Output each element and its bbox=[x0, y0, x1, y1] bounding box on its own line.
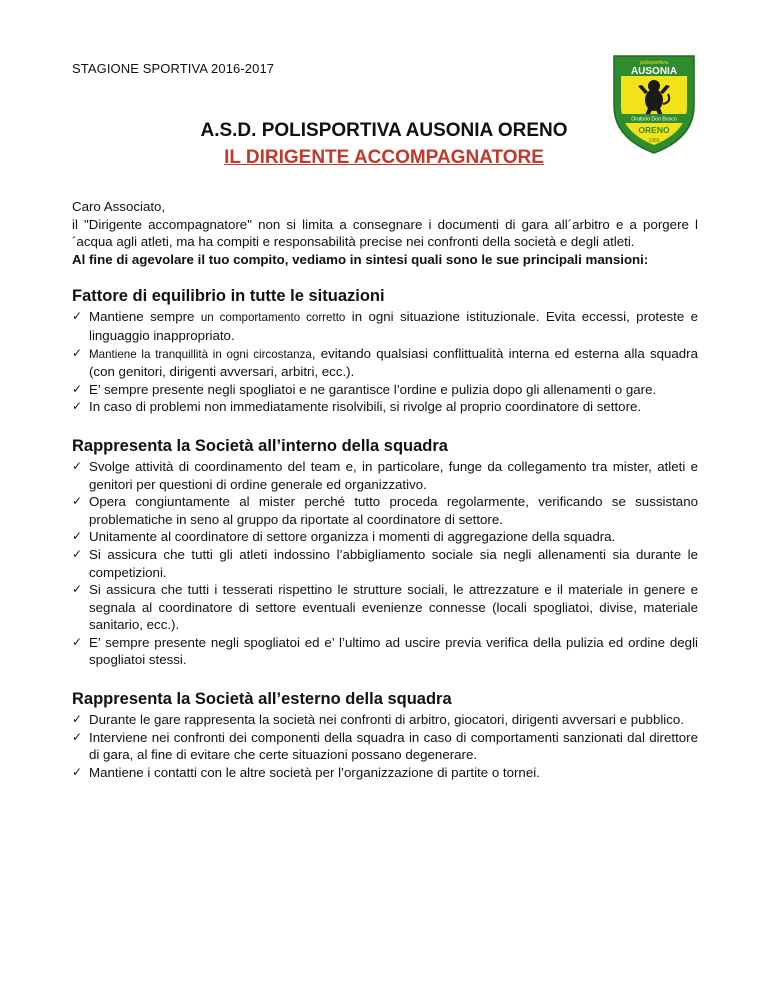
greeting: Caro Associato, bbox=[72, 199, 166, 214]
list-item: ✓ Unitamente al coordinatore di settore organizza i momenti di aggregazione della squadra. bbox=[72, 529, 616, 545]
logo-year: 1950 bbox=[648, 138, 660, 144]
document-body bbox=[72, 198, 698, 781]
section-heading: Rappresenta la Società all’esterno della squadra bbox=[72, 690, 452, 709]
checkmark-icon: ✓ bbox=[72, 399, 83, 414]
list-item: ✓ Mantiene i contatti con le altre società per l’organizzazione di partite o tornei. bbox=[72, 764, 540, 780]
logo-ribbon-text: Oratorio Don Bosco bbox=[631, 116, 677, 123]
page-subtitle: IL DIRIGENTE ACCOMPAGNATORE bbox=[224, 147, 544, 168]
checkmark-icon: ✓ bbox=[72, 634, 83, 649]
list-item: ✓ Opera congiuntamente al mister perché tutto proceda regolarmente, verificando se sussistano problematiche in seno al gruppo da riportate al coordinatore di settore. bbox=[72, 494, 698, 527]
logo-top-text: polisportiva bbox=[640, 60, 668, 66]
list-item: ✓ Interviene nei confronti dei componenti della squadra in caso di comportamenti sanzionati dal direttore di gara, al fine di evitare che certe situazioni possano degenerare. bbox=[72, 729, 698, 763]
list-item: ✓ Si assicura che tutti i tesserati rispettino le strutture sociali, le attrezzature e il materiale in genere e segnala al coordinatore di settore eventuali evenienze connesse (locali spogliatoi, divise, materiale sanitario, ecc.). bbox=[72, 582, 698, 633]
checkmark-icon: ✓ bbox=[72, 582, 83, 597]
section-heading: Fattore di equilibrio in tutte le situazioni bbox=[72, 287, 385, 306]
checkmark-icon: ✓ bbox=[72, 729, 83, 744]
list-item: ✓ In caso di problemi non immediatamente risolvibili, si rivolge al proprio coordinatore di settore. bbox=[72, 399, 642, 415]
list-item: ✓ E’ sempre presente negli spogliatoi e ne garantisce l’ordine e pulizia dopo gli allenamenti o gare. bbox=[72, 381, 657, 397]
section-list bbox=[72, 711, 698, 781]
list-item: ✓ E’ sempre presente negli spogliatoi ed e’ l’ultimo ad uscire previa verifica della pulizia ed ordine degli spogliatoi stessi. bbox=[72, 634, 698, 668]
checkmark-icon: ✓ bbox=[72, 458, 83, 473]
list-item: ✓ Svolge attività di coordinamento del team e, in particolare, funge da collegamento tra mister, atleti e genitori per questioni di ordine generale ed organizzativo. bbox=[72, 458, 698, 492]
list-item: ✓ Durante le gare rappresenta la società nei confronti di arbitro, giocatori, dirigenti avversari e pubblico. bbox=[72, 712, 684, 728]
section-list bbox=[72, 458, 698, 669]
season-label: STAGIONE SPORTIVA 2016-2017 bbox=[72, 61, 275, 76]
checkmark-icon: ✓ bbox=[72, 345, 83, 360]
checkmark-icon: ✓ bbox=[72, 309, 83, 324]
intro-paragraph: il "Dirigente accompagnatore" non si limita a consegnare i documenti di gara all´arbitro e a porgere l´acqua agli atleti, ma ha compiti e responsabilità precise nei confronti della società e degli atleti. bbox=[72, 216, 698, 250]
checkmark-icon: ✓ bbox=[72, 529, 83, 544]
checkmark-icon: ✓ bbox=[72, 381, 83, 396]
checkmark-icon: ✓ bbox=[72, 764, 83, 779]
logo-place: ORENO bbox=[638, 125, 670, 135]
list-item: ✓ Si assicura che tutti gli atleti indossino l’abbigliamento sociale sia negli allenamenti sia durante le competizioni. bbox=[72, 546, 698, 580]
section-heading: Rappresenta la Società all’interno della squadra bbox=[72, 436, 448, 455]
page-title: A.S.D. POLISPORTIVA AUSONIA ORENO bbox=[200, 120, 568, 141]
list-item: ✓ Mantiene sempre un comportamento corretto in ogni situazione istituzionale. Evita eccessi, proteste e linguaggio inappropriato. bbox=[72, 309, 699, 343]
logo-name: AUSONIA bbox=[630, 66, 678, 77]
section-list bbox=[72, 308, 698, 416]
checkmark-icon: ✓ bbox=[72, 494, 83, 509]
checkmark-icon: ✓ bbox=[72, 712, 83, 727]
list-item: ✓ Mantiene la tranquillità in ogni circostanza, evitando qualsiasi conflittualità interna ed esterna alla squadra (con genitori, dirigenti avversari, arbitri, ecc.). bbox=[72, 345, 699, 380]
checkmark-icon: ✓ bbox=[72, 546, 83, 561]
intro-bold-line: Al fine di agevolare il tuo compito, vediamo in sintesi quali sono le sue principali mansioni: bbox=[72, 251, 649, 267]
